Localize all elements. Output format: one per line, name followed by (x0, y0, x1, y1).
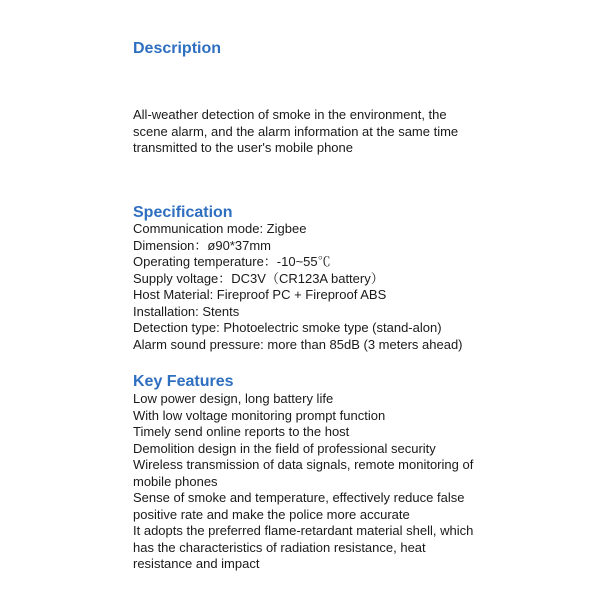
feature-item-flame-retardant-shell: It adopts the preferred flame-retardant material shell, which has the characteristics of radiation resistance, heat resistance and impact (133, 523, 474, 571)
specification-list (133, 221, 478, 353)
spec-item-installation: Installation: Stents (133, 303, 240, 319)
feature-item-smoke-temperature-sensing: Sense of smoke and temperature, effectively reduce false positive rate and make the police more accurate (133, 490, 465, 522)
key-features-heading: Key Features (133, 373, 234, 390)
feature-item-wireless-transmission: Wireless transmission of data signals, remote monitoring of mobile phones (133, 457, 474, 489)
key-features-list (133, 391, 478, 573)
spec-item-detection-type: Detection type: Photoelectric smoke type (stand-alon) (133, 320, 442, 335)
description-heading: Description (133, 40, 222, 57)
spec-item-alarm-sound-pressure: Alarm sound pressure: more than 85dB (3 meters ahead) (133, 336, 463, 352)
spec-item-dimension: Dimension：ø90*37mm (133, 237, 271, 253)
feature-item-demolition-design: Demolition design in the field of professional security (133, 440, 436, 456)
specification-heading: Specification (133, 204, 233, 221)
feature-item-low-power: Low power design, long battery life (133, 391, 334, 406)
feature-item-online-reports: Timely send online reports to the host (133, 424, 350, 439)
feature-item-low-voltage-monitoring: With low voltage monitoring prompt function (133, 407, 386, 423)
spec-item-supply-voltage: Supply voltage：DC3V（CR123A battery） (133, 270, 384, 286)
spec-item-operating-temperature: Operating temperature：-10~55℃ (133, 254, 331, 269)
spec-item-communication-mode: Communication mode: Zigbee (133, 221, 307, 236)
description-text: All-weather detection of smoke in the environment, the scene alarm, and the alarm information at the same time transmitted to the user's mobile phone (133, 107, 459, 155)
spec-item-host-material: Host Material: Fireproof PC + Fireproof ABS (133, 287, 387, 302)
